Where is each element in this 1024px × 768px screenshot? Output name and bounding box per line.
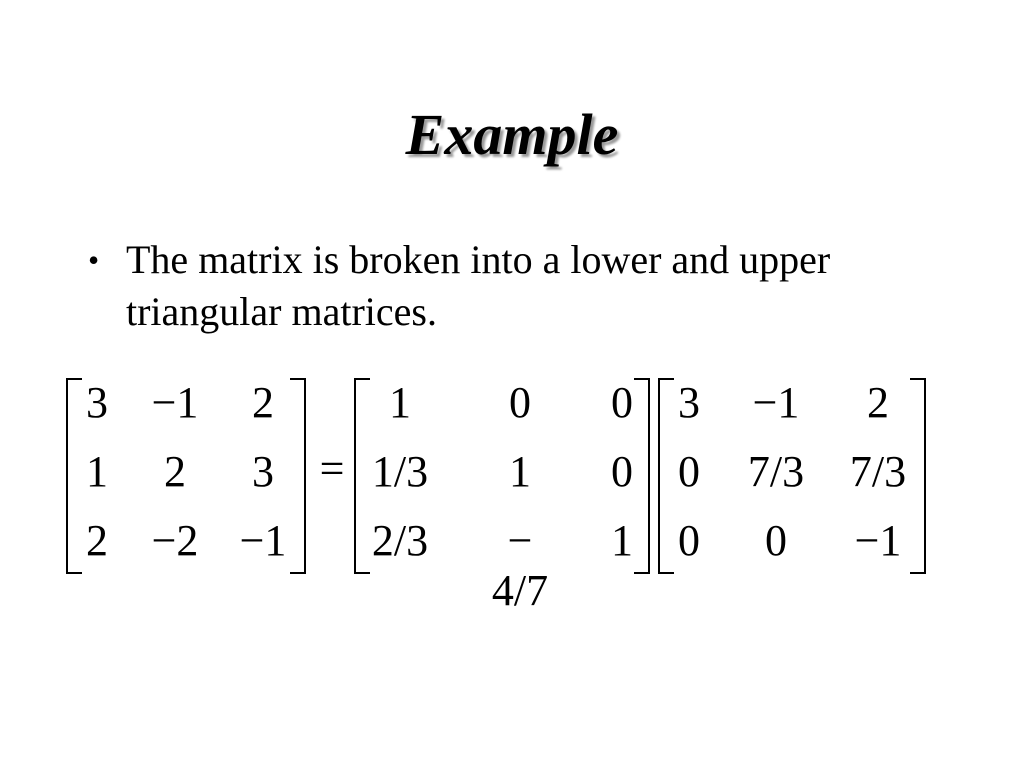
bullet-list-item: [88, 234, 958, 338]
bullet-text: The matrix is broken into a lower and upper triangular matrices.: [126, 237, 831, 334]
matrix-u-cell: 0: [678, 447, 700, 496]
matrix-l-cell: 1: [389, 378, 411, 427]
matrix-l-cell: 0: [611, 447, 633, 496]
matrix-u-cell: 7/3: [849, 447, 907, 496]
matrix-l-cell: 1: [509, 447, 531, 496]
matrix-l-cell: 1: [611, 516, 633, 565]
matrix-u-cell: 7/3: [747, 447, 805, 496]
lu-decomposition-equation: [0, 370, 1024, 615]
matrix-u-cell: 0: [765, 516, 787, 565]
matrix-u-cell: 3: [678, 378, 700, 427]
matrix-l-cell: 1/3: [371, 447, 429, 496]
matrix-u-cell: −1: [752, 378, 800, 427]
slide-title: Example: [405, 102, 619, 167]
matrix-a-cell: 3: [86, 378, 108, 427]
bullet-point-icon: •: [88, 242, 100, 278]
matrix-a-cell: 2: [252, 378, 274, 427]
matrix-l-cell: 0: [611, 378, 633, 427]
matrix-l-cell: 2/3: [371, 516, 429, 565]
matrix-l-cell: − 4/7: [491, 516, 549, 615]
equals-sign: =: [319, 444, 345, 493]
matrix-a-cell: −1: [151, 378, 199, 427]
matrix-l-cell: 0: [509, 378, 531, 427]
matrix-a-cell: 2: [86, 516, 108, 565]
matrix-u-cell: −1: [854, 516, 902, 565]
matrix-a-cell: 2: [164, 447, 186, 496]
matrix-a-cell: 3: [252, 447, 274, 496]
matrix-a-cell: 1: [86, 447, 108, 496]
matrix-u-cell: 0: [678, 516, 700, 565]
matrix-a-cell: −2: [151, 516, 199, 565]
matrix-a-cell: −1: [239, 516, 287, 565]
matrix-u-cell: 2: [867, 378, 889, 427]
